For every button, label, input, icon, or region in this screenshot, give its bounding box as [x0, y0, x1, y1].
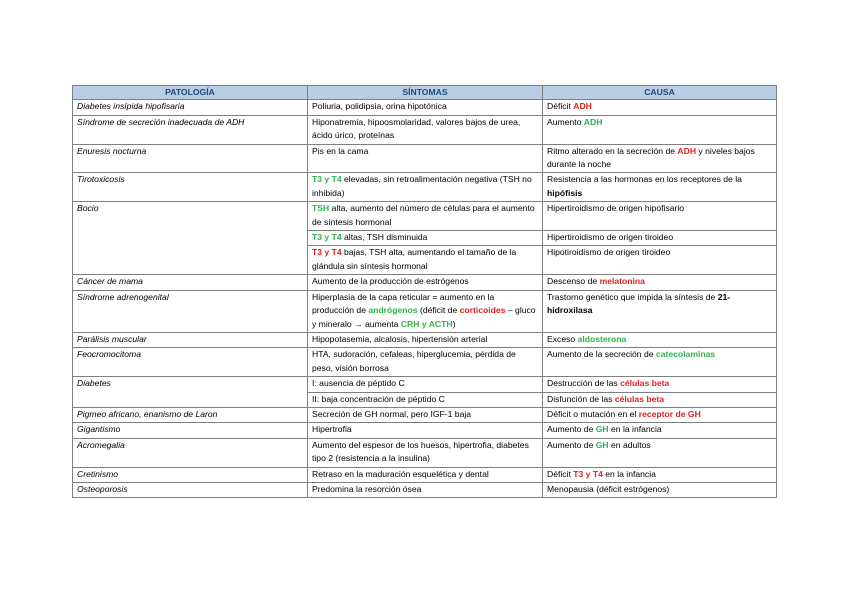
header-patologia: PATOLOGÍA: [73, 86, 308, 100]
table-body: [73, 100, 777, 498]
table-row: [73, 100, 777, 115]
cell-text: Hipertiroidismo de origen tiroideo: [547, 232, 674, 243]
pathology-cell: Feocromocitoma: [73, 348, 308, 377]
highlighted-term: T3 y T4: [573, 468, 603, 479]
cell-text: II: baja concentración de péptido C: [312, 393, 445, 404]
highlighted-term: melatonina: [599, 276, 645, 287]
table-row: [73, 467, 777, 482]
cause-cell: [543, 275, 777, 290]
cause-cell: [543, 392, 777, 407]
pathology-cell: Síndrome adrenogenital: [73, 290, 308, 332]
header-sintomas: SÍNTOMAS: [308, 86, 543, 100]
table-row: [73, 438, 777, 467]
symptoms-cell: [308, 482, 543, 497]
highlighted-term: corticoides: [459, 305, 506, 316]
cell-text: alta, aumento del número de células para el aumento de síntesis hormonal: [312, 203, 535, 227]
pathology-table: [72, 85, 777, 498]
cause-cell: [543, 144, 777, 173]
cell-text: en adultos: [608, 439, 651, 450]
symptoms-cell: [308, 423, 543, 438]
cause-cell: [543, 231, 777, 246]
highlighted-term: aldosterona: [577, 333, 627, 344]
pathology-cell: Parálisis muscular: [73, 332, 308, 347]
cause-cell: [543, 467, 777, 482]
symptoms-cell: [308, 246, 543, 275]
pathology-cell: Diabetes insípida hipofisaria: [73, 100, 308, 115]
cell-text: Aumento de: [547, 424, 596, 435]
cell-text: Déficit: [547, 468, 574, 479]
pathology-cell: Cretinismo: [73, 467, 308, 482]
symptoms-cell: [308, 392, 543, 407]
cause-cell: [543, 438, 777, 467]
symptoms-cell: [308, 115, 543, 144]
cell-text: Hiperplasia de la capa reticular = aumento en la producción de: [312, 291, 495, 316]
cell-text: Descenso de: [547, 276, 600, 287]
cell-text: Retraso en la maduración esquelética y dental: [312, 468, 489, 479]
highlighted-term: GH: [595, 439, 609, 450]
table-row: [73, 407, 777, 422]
pathology-cell: Síndrome de secreción inadecuada de ADH: [73, 115, 308, 144]
cell-text: Predomina la resorción ósea: [312, 483, 422, 494]
table-row: [73, 202, 777, 231]
highlighted-term: T3 y T4: [312, 174, 342, 185]
table-row: [73, 173, 777, 202]
cause-cell: [543, 377, 777, 392]
pathology-cell: Diabetes: [73, 377, 308, 408]
symptoms-cell: [308, 144, 543, 173]
cell-text: elevadas, sin retroalimentación negativa (TSH no inhibida): [312, 174, 532, 198]
cell-text: 21-hidroxilasa: [547, 291, 731, 316]
cell-text: Aumento del espesor de los huesos, hipertrofia, diabetes tipo 2 (resistencia a la insulina): [312, 439, 529, 464]
cause-cell: [543, 246, 777, 275]
pathology-cell: Bocio: [73, 202, 308, 275]
cause-cell: [543, 348, 777, 377]
table-row: [73, 275, 777, 290]
table-row: [73, 423, 777, 438]
cause-cell: [543, 173, 777, 202]
cell-text: Poliuria, polidipsia, orina hipotónica: [312, 101, 447, 112]
cell-text: Menopausia (déficit estrógenos): [547, 483, 670, 494]
symptoms-cell: [308, 202, 543, 231]
pathology-cell: Cáncer de mama: [73, 275, 308, 290]
highlighted-term: T3 y T4: [312, 247, 342, 258]
cell-text: Déficit: [547, 101, 574, 112]
cell-text: Hipertrofia: [312, 424, 352, 435]
symptoms-cell: [308, 275, 543, 290]
highlighted-term: catecolaminas: [655, 349, 716, 360]
highlighted-term: andrógenos: [368, 305, 418, 316]
highlighted-term: receptor de GH: [638, 408, 701, 419]
cell-text: Secreción de GH normal, pero IGF-1 baja: [312, 408, 472, 419]
cell-text: Exceso: [547, 333, 578, 344]
pathology-cell: Enuresis nocturna: [73, 144, 308, 173]
highlighted-term: ADH: [573, 101, 592, 112]
cell-text: Resistencia a las hormonas en los receptores de la: [547, 174, 742, 185]
highlighted-term: ADH: [677, 145, 697, 156]
cell-text: Hipertiroidismo de origen hipofisario: [547, 203, 685, 214]
cause-cell: [543, 202, 777, 231]
symptoms-cell: [308, 173, 543, 202]
cell-text: Trastorno genético que impida la síntesis de: [547, 291, 718, 302]
cell-text: (déficit de: [417, 305, 460, 316]
pathology-cell: Tirotoxicosis: [73, 173, 308, 202]
symptoms-cell: [308, 407, 543, 422]
cell-text: y niveles bajos durante la noche: [547, 145, 755, 170]
cause-cell: [543, 423, 777, 438]
cell-text: Disfunción de las: [547, 393, 615, 404]
pathology-cell: Acromegalia: [73, 438, 308, 467]
cell-text: Destrucción de las: [547, 378, 621, 389]
table-row: [73, 144, 777, 173]
cell-text: Aumento de la secreción de: [547, 349, 656, 360]
table-row: [73, 290, 777, 332]
highlighted-term: ADH: [583, 116, 603, 127]
table-row: [73, 377, 777, 392]
cell-text: Déficit o mutación en el: [547, 408, 639, 419]
symptoms-cell: [308, 438, 543, 467]
cell-text: Ritmo alterado en la secreción de: [547, 145, 678, 156]
cell-text: I: ausencia de péptido C: [312, 378, 405, 389]
highlighted-term: células beta: [614, 393, 665, 404]
cell-text: Hiponatremia, hipoosmolaridad, valores bajos de urea, ácido úrico, proteínas: [312, 116, 521, 141]
cell-text: Pis en la cama: [312, 145, 369, 156]
pathology-cell: Gigantismo: [73, 423, 308, 438]
cell-text: Aumento de: [547, 439, 596, 450]
cause-cell: [543, 332, 777, 347]
symptoms-cell: [308, 231, 543, 246]
symptoms-cell: [308, 332, 543, 347]
cell-text: – gluco y mineralo → aumenta: [312, 305, 536, 329]
cell-text: altas, TSH disminuida: [341, 232, 428, 243]
cell-text: en la infancia: [608, 424, 662, 435]
header-causa: CAUSA: [543, 86, 777, 100]
cause-cell: [543, 482, 777, 497]
cell-text: Aumento: [547, 116, 584, 127]
cause-cell: [543, 290, 777, 332]
highlighted-term: GH: [595, 424, 609, 435]
cell-text: bajas, TSH alta, aumentando el tamaño de la glándula sin síntesis hormonal: [312, 247, 517, 271]
cell-text: ): [452, 318, 456, 329]
symptoms-cell: [308, 100, 543, 115]
cell-text: HTA, sudoración, cefaleas, hiperglucemia, pérdida de peso, visión borrosa: [312, 349, 516, 373]
cell-text: en la infancia: [602, 468, 656, 479]
highlighted-term: CRH y ACTH: [400, 318, 453, 329]
table-row: [73, 482, 777, 497]
cause-cell: [543, 407, 777, 422]
cell-text: Aumento de la producción de estrógenos: [312, 276, 469, 287]
cause-cell: [543, 115, 777, 144]
table-row: [73, 115, 777, 144]
table-row: [73, 348, 777, 377]
highlighted-term: células beta: [620, 378, 670, 389]
highlighted-term: TSH: [312, 203, 330, 214]
symptoms-cell: [308, 467, 543, 482]
cell-text: hipófisis: [547, 187, 583, 198]
cell-text: Hipopotasemia, alcalosis, hipertensión arterial: [312, 333, 488, 344]
pathology-cell: Pigmeo africano, enanismo de Laron: [73, 407, 308, 422]
header-row: [73, 86, 777, 100]
symptoms-cell: [308, 348, 543, 377]
highlighted-term: T3 y T4: [312, 232, 342, 243]
pathology-cell: Osteoporosis: [73, 482, 308, 497]
table-row: [73, 332, 777, 347]
symptoms-cell: [308, 377, 543, 392]
cell-text: Hipotiroidismo de origen tiroideo: [547, 247, 671, 258]
symptoms-cell: [308, 290, 543, 332]
cause-cell: [543, 100, 777, 115]
